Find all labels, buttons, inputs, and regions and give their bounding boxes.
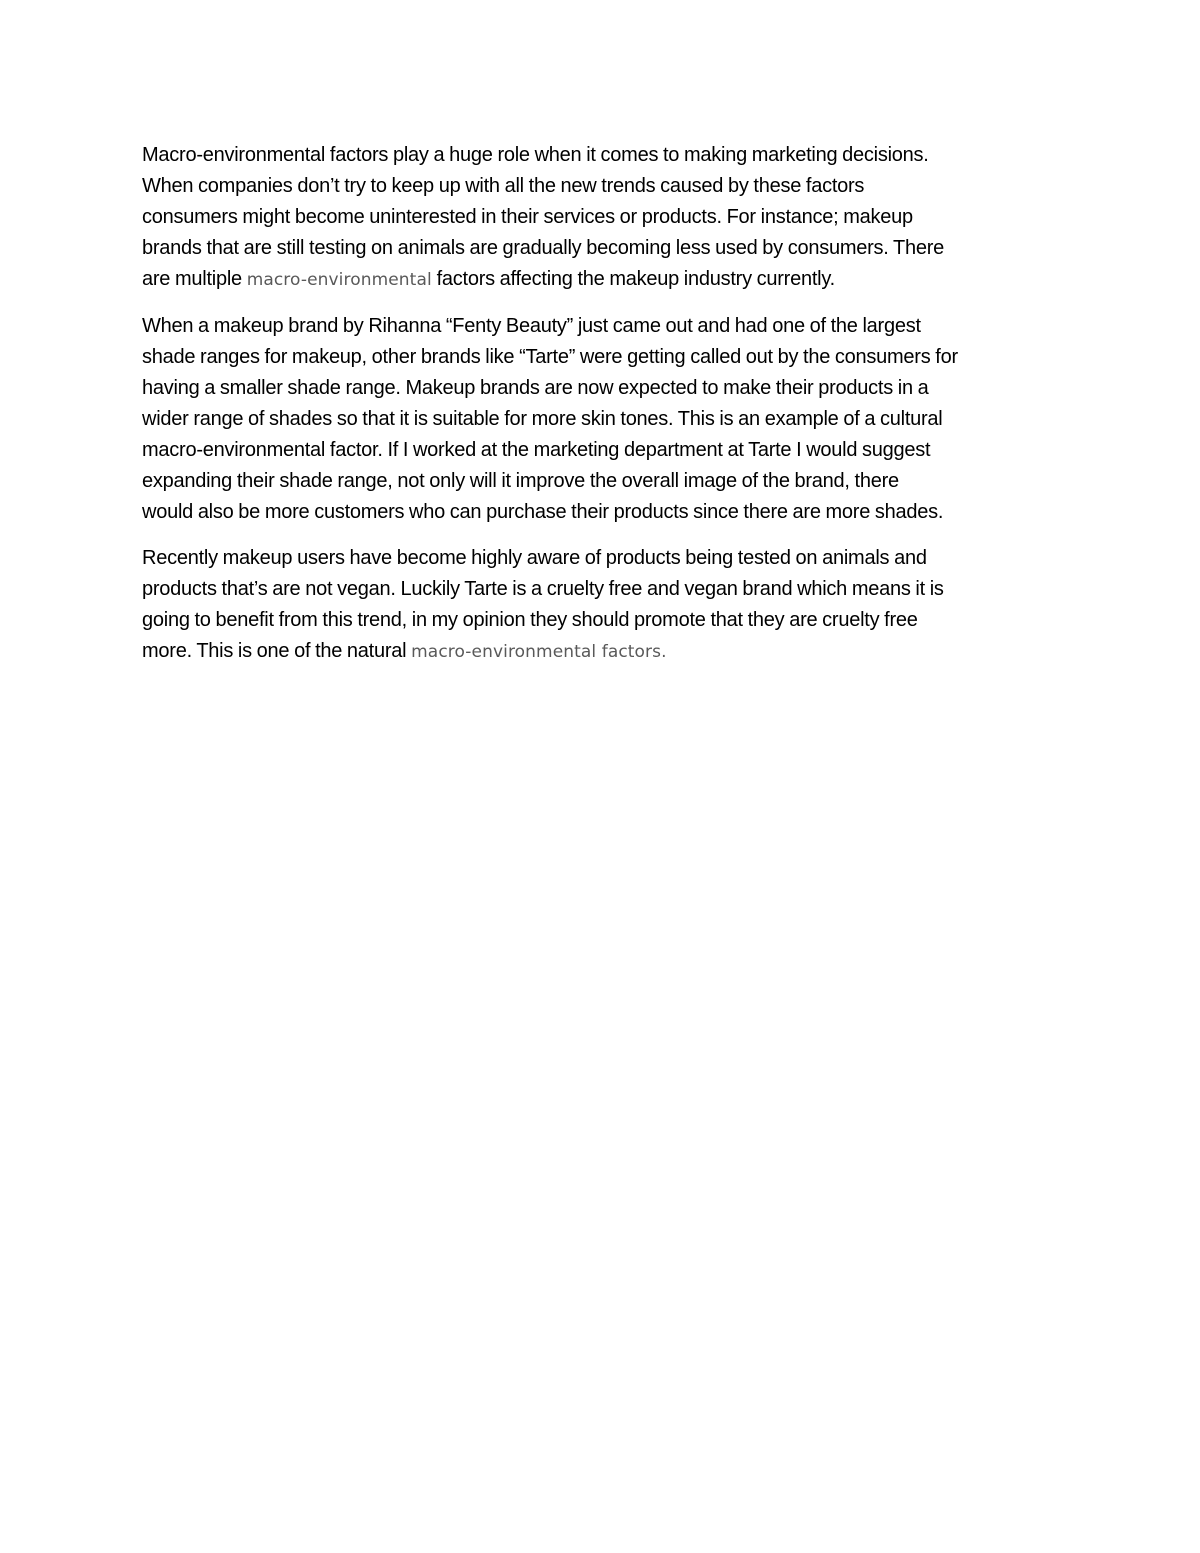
text-run: wider range of shades so that it is suitable for more skin tones. This is an example of a cultural (142, 408, 943, 430)
text-run: more. This is one of the natural (142, 640, 412, 662)
text-run: products that’s are not vegan. Luckily Tarte is a cruelty free and vegan brand which means it is (142, 578, 944, 600)
text-line (142, 171, 1072, 202)
text-line (142, 311, 1072, 342)
text-line (142, 466, 1072, 497)
text-run: factors affecting the makeup industry currently. (431, 268, 835, 290)
text-run: are multiple (142, 268, 247, 290)
text-run: going to benefit from this trend, in my opinion they should promote that they are cruelty free (142, 609, 918, 631)
text-line (142, 202, 1072, 233)
text-line (142, 574, 1072, 605)
text-run: having a smaller shade range. Makeup brands are now expected to make their products in a (142, 377, 929, 399)
text-run: would also be more customers who can purchase their products since there are more shades. (142, 501, 944, 523)
text-line (142, 342, 1072, 373)
text-run: When companies don’t try to keep up with all the new trends caused by these factors (142, 175, 865, 197)
text-line (142, 543, 1072, 574)
text-run: consumers might become uninterested in their services or products. For instance; makeup (142, 206, 913, 228)
text-line (142, 605, 1072, 636)
text-run: shade ranges for makeup, other brands like “Tarte” were getting called out by the consumers for (142, 346, 958, 368)
text-line (142, 140, 1072, 171)
text-run: Recently makeup users have become highly aware of products being tested on animals and (142, 547, 927, 569)
text-line (142, 264, 1072, 296)
text-run: expanding their shade range, not only will it improve the overall image of the brand, there (142, 470, 899, 492)
paragraph-2 (142, 311, 1072, 528)
text-run: brands that are still testing on animals are gradually becoming less used by consumers. There (142, 237, 945, 259)
text-run: When a makeup brand by Rihanna “Fenty Beauty” just came out and had one of the largest (142, 315, 921, 337)
text-line (142, 497, 1072, 528)
paragraph-3 (142, 543, 1072, 668)
text-run: Macro-environmental factors play a huge role when it comes to making marketing decisions. (142, 144, 929, 166)
text-run-light: macro-environmental (246, 270, 432, 290)
paragraph-1 (142, 140, 1072, 296)
text-run-light: macro-environmental factors. (411, 642, 667, 662)
document-body (142, 140, 1072, 683)
text-run: macro-environmental factor. If I worked at the marketing department at Tarte I would suggest (142, 439, 931, 461)
text-line (142, 435, 1072, 466)
text-line (142, 636, 1072, 668)
text-line (142, 404, 1072, 435)
text-line (142, 233, 1072, 264)
text-line (142, 373, 1072, 404)
